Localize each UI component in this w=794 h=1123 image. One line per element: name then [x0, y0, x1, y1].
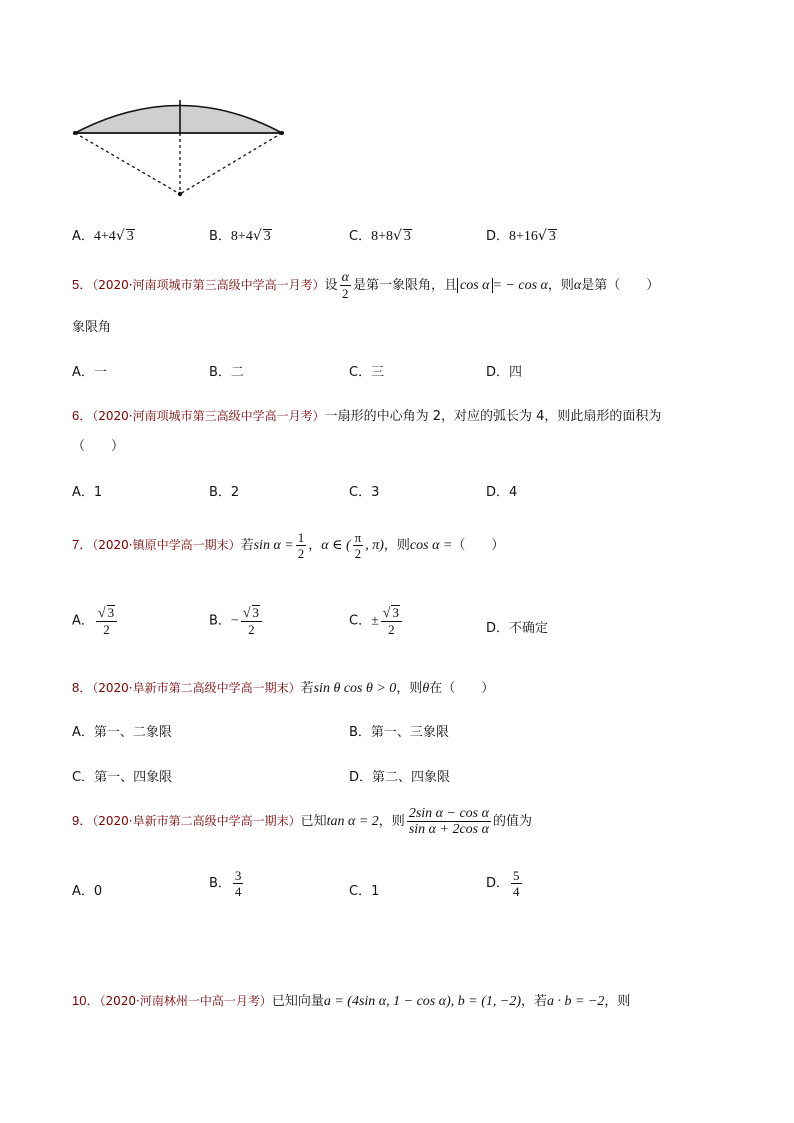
q7-option-d: D．不确定: [486, 621, 549, 636]
question-number: 9．: [72, 813, 93, 828]
shaded-segment: [75, 106, 282, 134]
q9-option-a: A．0: [72, 884, 103, 899]
question-source: （2020·河南林州一中高一月考）: [99, 994, 272, 1008]
q6-stem-line2: （ ）: [72, 439, 125, 454]
question-number: 10．: [72, 993, 100, 1008]
q9-option-d: D． $\frac{5}{4}$: [486, 868, 520, 899]
q4-option-b: B．8+4√ 3: [209, 228, 271, 244]
dashed-left-edge: [75, 133, 180, 194]
q8-option-c: C．第一、四象限: [72, 770, 173, 785]
q5-stem: 5．（2020·河南项城市第三高级中学高一月考）设 $\frac{\alpha}{2}$ 是第一象限角，且 cos α = − cos α，则α是第（ ）: [72, 270, 660, 301]
question-source: （2020·阜新市第二高级中学高一期末）: [92, 681, 301, 695]
q7-option-c: C．± $\frac{√ 3}{2}$: [349, 605, 404, 637]
question-number: 6．: [72, 408, 93, 423]
q5-option-b: B．二: [209, 365, 244, 380]
right-point: [280, 131, 284, 135]
q4-option-d: D．8+16√ 3: [486, 228, 556, 244]
left-point: [73, 131, 77, 135]
sector-figure: [60, 90, 300, 205]
q8-option-b: B．第一、三象限: [349, 725, 449, 740]
question-number: 5．: [72, 277, 93, 292]
question-source: （2020·阜新市第二高级中学高一期末）: [92, 814, 301, 828]
question-source: （2020·镇原中学高一期末）: [92, 538, 241, 552]
q7-stem: 7．（2020·镇原中学高一期末）若sin α = $\frac{1}{2}$ ，α ∈ ( $\frac{\pi}{2}$ , π)，则cos α =（ ）: [72, 530, 505, 561]
q6-stem: 6．（2020·河南项城市第三高级中学高一月考）一扇形的中心角为 2，对应的弧长为 4，则此扇形的面积为: [72, 408, 662, 424]
q6-option-c: C．3: [349, 485, 380, 500]
q4-option-c: C．8+8√ 3: [349, 228, 411, 244]
q7-option-b: B．− $\frac{√ 3}{2}$: [209, 605, 264, 637]
q8-option-d: D．第二、四象限: [349, 770, 451, 785]
dashed-right-edge: [180, 133, 282, 194]
q9-option-b: B． $\frac{3}{4}$: [209, 868, 242, 899]
q7-option-a: A． $\frac{√ 3}{2}$: [72, 605, 119, 637]
q5-option-d: D．四: [486, 365, 523, 380]
q5-option-c: C．三: [349, 365, 385, 380]
q6-option-b: B．2: [209, 485, 240, 500]
center-point: [178, 192, 182, 196]
question-source: （2020·河南项城市第三高级中学高一月考）: [92, 409, 325, 423]
q9-option-c: C．1: [349, 884, 380, 899]
q6-option-d: D．4: [486, 485, 518, 500]
q10-stem: 10．（2020·河南林州一中高一月考）已知向量a = (4sin α, 1 − cos α), b = (1, −2)，若a · b = −2，则: [72, 993, 631, 1009]
q8-option-a: A．第一、二象限: [72, 725, 172, 740]
q6-option-a: A．1: [72, 485, 103, 500]
question-number: 7．: [72, 537, 93, 552]
q8-stem: 8．（2020·阜新市第二高级中学高一期末）若sin θ cos θ > 0，则θ在（ ）: [72, 680, 495, 696]
q9-stem: 9．（2020·阜新市第二高级中学高一期末）已知tan α = 2，则 $\frac{\text{2sin α − cos α}}{\text{sin α + 2cos α}}$ 的值为: [72, 806, 532, 837]
q5-stem-line2: 象限角: [72, 320, 112, 335]
question-source: （2020·河南项城市第三高级中学高一月考）: [92, 278, 325, 292]
question-number: 8．: [72, 680, 93, 695]
q4-option-a: A．4+4√ 3: [72, 228, 134, 244]
q5-option-a: A．一: [72, 365, 107, 380]
